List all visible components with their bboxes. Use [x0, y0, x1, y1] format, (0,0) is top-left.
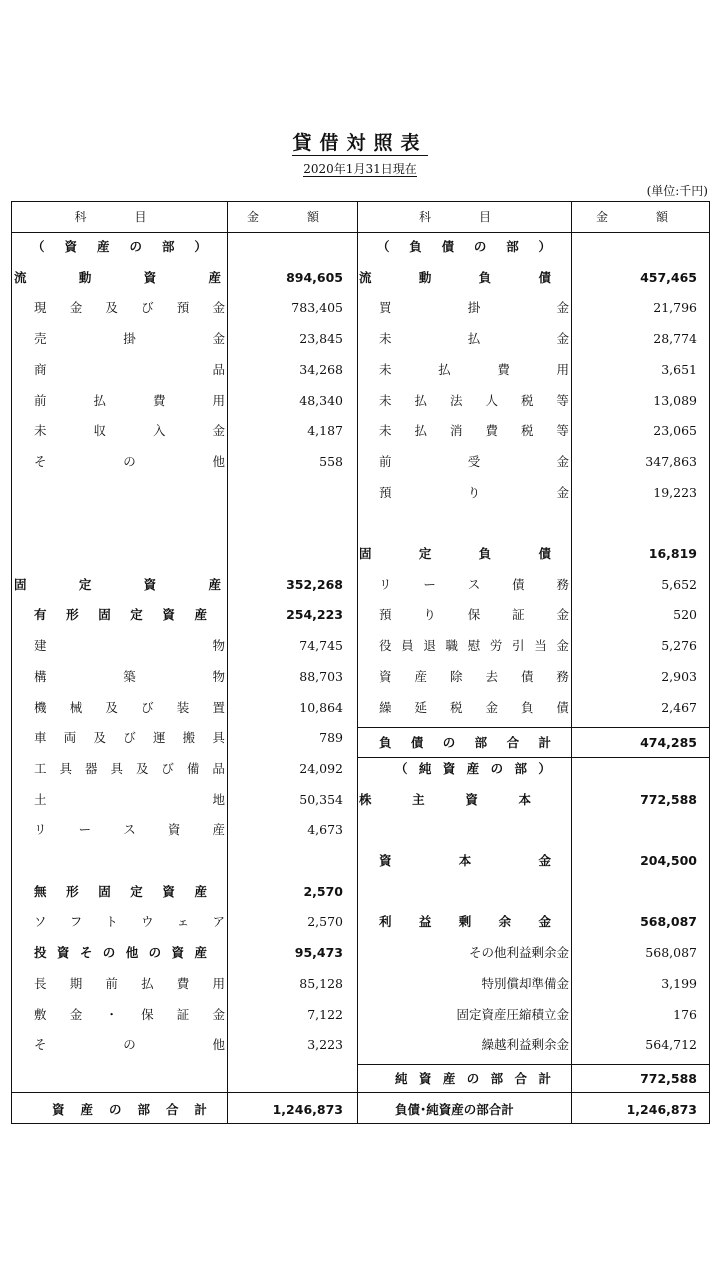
liability-item-amount: 28,774 — [653, 331, 697, 347]
shareholders-equity-amount: 772,588 — [640, 791, 697, 807]
asset-item: 商 品 — [34, 361, 225, 377]
liability-item-amount: 347,863 — [645, 453, 697, 469]
tangible-item: 工 具 器 具 及 び 備 品 — [34, 760, 225, 776]
investment-item: そ の 他 — [34, 1037, 225, 1053]
asset-item: 前 払 費 用 — [34, 392, 225, 408]
investment-item-amount: 3,223 — [307, 1037, 343, 1053]
tangible-item: 土 地 — [34, 791, 225, 807]
current-assets: 流 動 資 産 — [14, 269, 221, 285]
net-assets-total-amount: 772,588 — [640, 1071, 697, 1086]
tangible-assets-amount: 254,223 — [286, 607, 343, 623]
asset-item-amount: 48,340 — [299, 392, 343, 408]
unit-label: (単位:千円) — [646, 184, 708, 198]
liability-item-amount: 23,065 — [653, 423, 697, 439]
fixed-liability-item: 役 員 退 職 慰 労 引 当 金 — [379, 638, 569, 654]
tangible-item-amount: 24,092 — [299, 760, 343, 776]
tangible-item-amount: 4,673 — [307, 822, 343, 838]
asset-item-amount: 558 — [319, 453, 343, 469]
liabilities-total-amount: 474,285 — [640, 735, 697, 750]
liability-item: 未 払 費 用 — [379, 361, 569, 377]
fixed-liability-item-amount: 2,467 — [661, 699, 697, 715]
tangible-item-amount: 10,864 — [299, 699, 343, 715]
intangible-assets: 無 形 固 定 資 産 — [34, 883, 207, 899]
asset-item: 現 金 及 び 預 金 — [34, 300, 225, 316]
intangible-item: ソ フ ト ウ ェ ア — [34, 914, 225, 930]
fixed-liability-item-amount: 2,903 — [661, 668, 697, 684]
assets-total-amount: 1,246,873 — [272, 1102, 343, 1117]
liability-item: 預 り 金 — [379, 484, 569, 500]
liabilities-net-assets-total-amount: 1,246,873 — [626, 1102, 697, 1117]
retained-item-amount: 564,712 — [645, 1037, 697, 1053]
fixed-liabilities-amount: 16,819 — [648, 546, 697, 561]
as-of-date: 2020年1月31日現在 — [303, 162, 417, 176]
investment-item: 敷 金 ・ 保 証 金 — [34, 1006, 225, 1022]
tangible-item: 車 両 及 び 運 搬 具 — [34, 730, 225, 746]
liabilities-total: 負 債 の 部 合 計 — [379, 735, 551, 750]
retained-item: 特別償却準備金 — [481, 975, 569, 991]
tangible-assets: 有 形 固 定 資 産 — [34, 607, 207, 623]
liability-item: 未 払 消 費 税 等 — [379, 423, 569, 439]
asset-item-amount: 4,187 — [307, 423, 343, 439]
asset-item-amount: 23,845 — [299, 331, 343, 347]
capital-stock-amount: 204,500 — [640, 853, 697, 868]
tangible-item: 機 械 及 び 装 置 — [34, 699, 225, 715]
retained-earnings: 利 益 剰 余 金 — [379, 914, 551, 930]
net-assets-total: 純 資 産 の 部 合 計 — [395, 1071, 551, 1086]
retained-item: 繰越利益剰余金 — [481, 1037, 569, 1053]
document-title: 貸借対照表 — [292, 132, 428, 154]
retained-earnings-amount: 568,087 — [640, 914, 697, 930]
liability-item-amount: 21,796 — [653, 300, 697, 316]
liability-item-amount: 13,089 — [653, 392, 697, 408]
tangible-item-amount: 789 — [319, 730, 343, 746]
tangible-item-amount: 50,354 — [299, 791, 343, 807]
header-subject-left: 科 目 — [74, 210, 165, 224]
fixed-liability-item: 資 産 除 去 債 務 — [379, 668, 569, 684]
current-liabilities-amount: 457,465 — [640, 269, 697, 285]
current-assets-amount: 894,605 — [286, 269, 343, 285]
capital-stock: 資 本 金 — [379, 853, 551, 868]
retained-item: その他利益剰余金 — [468, 945, 569, 961]
intangible-item-amount: 2,570 — [307, 914, 343, 930]
tangible-item-amount: 88,703 — [299, 668, 343, 684]
liability-item-amount: 3,651 — [661, 361, 697, 377]
fixed-liabilities: 固 定 負 債 — [359, 546, 551, 561]
current-liabilities: 流 動 負 債 — [359, 269, 551, 285]
column-divider — [357, 202, 358, 1123]
section-assets: （ 資 産 の 部 ） — [32, 239, 207, 254]
header-subject-right: 科 目 — [418, 210, 509, 224]
investment-item-amount: 7,122 — [307, 1006, 343, 1022]
investment-item-amount: 85,128 — [299, 975, 343, 991]
fixed-liability-item: 繰 延 税 金 負 債 — [379, 699, 569, 715]
liability-item: 未 払 法 人 税 等 — [379, 392, 569, 408]
fixed-liability-item-amount: 5,652 — [661, 576, 697, 592]
liability-item: 未 払 金 — [379, 331, 569, 347]
intangible-assets-amount: 2,570 — [303, 883, 343, 899]
section-liabilities: （ 負 債 の 部 ） — [377, 239, 551, 254]
liability-item: 前 受 金 — [379, 453, 569, 469]
asset-item-amount: 34,268 — [299, 361, 343, 377]
assets-total: 資 産 の 部 合 計 — [52, 1102, 207, 1117]
investment-item: 長 期 前 払 費 用 — [34, 975, 225, 991]
asset-item: 売 掛 金 — [34, 331, 225, 347]
section-net-assets: （ 純 資 産 の 部 ） — [395, 760, 551, 776]
retained-item: 固定資産圧縮積立金 — [456, 1006, 569, 1022]
fixed-liability-item: 預 り 保 証 金 — [379, 607, 569, 623]
fixed-liability-item-amount: 520 — [673, 607, 697, 623]
fixed-assets-amount: 352,268 — [286, 576, 343, 592]
tangible-item: 建 物 — [34, 638, 225, 654]
liabilities-net-assets-total: 負債･純資産の部合計 — [395, 1102, 514, 1117]
tangible-item: 構 築 物 — [34, 668, 225, 684]
shareholders-equity: 株 主 資 本 — [359, 791, 531, 807]
header-amount-right: 金 額 — [595, 210, 686, 224]
tangible-item-amount: 74,745 — [299, 638, 343, 654]
investments-amount: 95,473 — [294, 945, 343, 961]
fixed-assets: 固 定 資 産 — [14, 576, 221, 592]
retained-item-amount: 176 — [673, 1006, 697, 1022]
retained-item-amount: 568,087 — [645, 945, 697, 961]
fixed-liability-item-amount: 5,276 — [661, 638, 697, 654]
asset-item-amount: 783,405 — [291, 300, 343, 316]
asset-item: そ の 他 — [34, 453, 225, 469]
balance-sheet-table — [11, 201, 710, 1124]
header-amount-left: 金 額 — [246, 210, 337, 224]
liability-item: 買 掛 金 — [379, 300, 569, 316]
retained-item-amount: 3,199 — [661, 975, 697, 991]
liability-item-amount: 19,223 — [653, 484, 697, 500]
tangible-item: リ ー ス 資 産 — [34, 822, 225, 838]
fixed-liability-item: リ ー ス 債 務 — [379, 576, 569, 592]
investments: 投 資 そ の 他 の 資 産 — [34, 945, 207, 961]
asset-item: 未 収 入 金 — [34, 423, 225, 439]
